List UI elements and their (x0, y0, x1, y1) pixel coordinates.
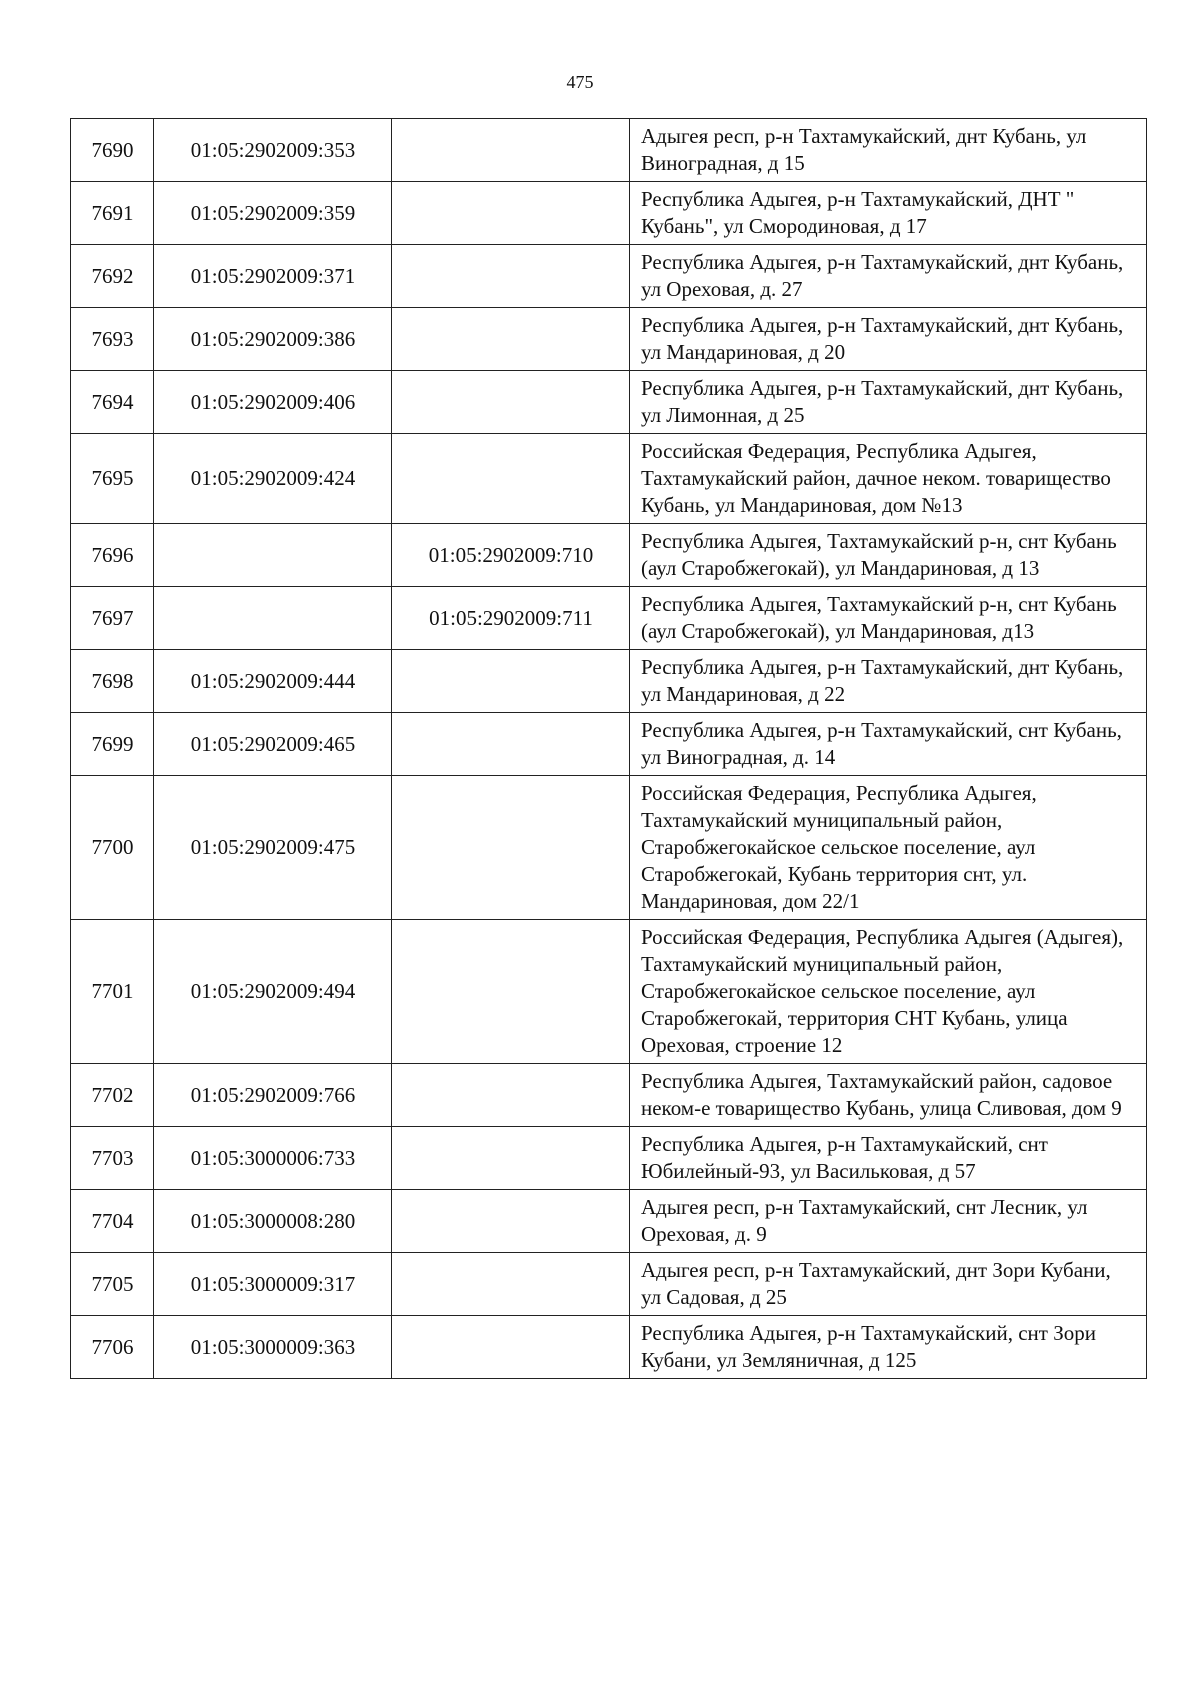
row-number-cell: 7696 (71, 524, 154, 587)
page-number: 475 (566, 72, 594, 92)
address-cell: Российская Федерация, Республика Адыгея, Тахтамукайский район, дачное неком. товарищество Кубань, ул Мандариновая, дом №13 (630, 434, 1147, 524)
row-number-cell: 7700 (71, 776, 154, 920)
address-cell: Республика Адыгея, р-н Тахтамукайский, ДНТ " Кубань", ул Смородиновая, д 17 (630, 182, 1147, 245)
registry-table (70, 118, 1147, 1379)
cadastral-number-cell: 01:05:3000009:317 (154, 1253, 392, 1316)
cadastral-number-cell: 01:05:2902009:444 (154, 650, 392, 713)
address-cell: Адыгея респ, р-н Тахтамукайский, днт Кубань, ул Виноградная, д 15 (630, 119, 1147, 182)
cadastral-number-cell: 01:05:2902009:766 (154, 1064, 392, 1127)
row-number-cell: 7699 (71, 713, 154, 776)
table-row (71, 371, 1147, 434)
table-row (71, 1064, 1147, 1127)
cadastral-number-cell: 01:05:3000008:280 (154, 1190, 392, 1253)
table-row (71, 713, 1147, 776)
address-cell: Адыгея респ, р-н Тахтамукайский, снт Лесник, ул Ореховая, д. 9 (630, 1190, 1147, 1253)
address-cell: Республика Адыгея, р-н Тахтамукайский, днт Кубань, ул Мандариновая, д 20 (630, 308, 1147, 371)
object-number-cell (392, 1316, 630, 1379)
row-number-cell: 7705 (71, 1253, 154, 1316)
table-row (71, 524, 1147, 587)
table-row (71, 920, 1147, 1064)
object-number-cell (392, 1190, 630, 1253)
address-cell: Республика Адыгея, р-н Тахтамукайский, снт Кубань, ул Виноградная, д. 14 (630, 713, 1147, 776)
row-number-cell: 7703 (71, 1127, 154, 1190)
object-number-cell (392, 713, 630, 776)
row-number-cell: 7692 (71, 245, 154, 308)
object-number-cell (392, 776, 630, 920)
row-number-cell: 7693 (71, 308, 154, 371)
object-number-cell (392, 1064, 630, 1127)
table-row (71, 587, 1147, 650)
table-row (71, 776, 1147, 920)
address-cell: Республика Адыгея, р-н Тахтамукайский, снт Юбилейный-93, ул Васильковая, д 57 (630, 1127, 1147, 1190)
cadastral-number-cell: 01:05:2902009:406 (154, 371, 392, 434)
address-cell: Адыгея респ, р-н Тахтамукайский, днт Зори Кубани, ул Садовая, д 25 (630, 1253, 1147, 1316)
address-cell: Республика Адыгея, Тахтамукайский район, садовое неком-е товарищество Кубань, улица Сливовая, дом 9 (630, 1064, 1147, 1127)
address-cell: Республика Адыгея, р-н Тахтамукайский, днт Кубань, ул Мандариновая, д 22 (630, 650, 1147, 713)
table-row (71, 1316, 1147, 1379)
table-row (71, 119, 1147, 182)
object-number-cell (392, 434, 630, 524)
table-row (71, 1190, 1147, 1253)
cadastral-number-cell: 01:05:2902009:386 (154, 308, 392, 371)
row-number-cell: 7702 (71, 1064, 154, 1127)
object-number-cell (392, 1127, 630, 1190)
cadastral-number-cell: 01:05:2902009:371 (154, 245, 392, 308)
object-number-cell: 01:05:2902009:711 (392, 587, 630, 650)
table-row (71, 650, 1147, 713)
object-number-cell (392, 650, 630, 713)
object-number-cell: 01:05:2902009:710 (392, 524, 630, 587)
row-number-cell: 7701 (71, 920, 154, 1064)
cadastral-number-cell: 01:05:3000009:363 (154, 1316, 392, 1379)
table-row (71, 1253, 1147, 1316)
object-number-cell (392, 308, 630, 371)
object-number-cell (392, 119, 630, 182)
address-cell: Российская Федерация, Республика Адыгея (Адыгея), Тахтамукайский муниципальный район, Старобжегокайское сельское поселение, аул Старобжегокай, территория СНТ Кубань, улица Ореховая, строение 12 (630, 920, 1147, 1064)
address-cell: Республика Адыгея, р-н Тахтамукайский, днт Кубань, ул Ореховая, д. 27 (630, 245, 1147, 308)
row-number-cell: 7697 (71, 587, 154, 650)
row-number-cell: 7694 (71, 371, 154, 434)
object-number-cell (392, 920, 630, 1064)
object-number-cell (392, 1253, 630, 1316)
cadastral-number-cell: 01:05:2902009:353 (154, 119, 392, 182)
cadastral-number-cell: 01:05:3000006:733 (154, 1127, 392, 1190)
registry-table-body (71, 119, 1147, 1379)
cadastral-number-cell (154, 524, 392, 587)
table-row (71, 245, 1147, 308)
table-row (71, 308, 1147, 371)
cadastral-number-cell: 01:05:2902009:494 (154, 920, 392, 1064)
row-number-cell: 7704 (71, 1190, 154, 1253)
row-number-cell: 7691 (71, 182, 154, 245)
cadastral-number-cell: 01:05:2902009:424 (154, 434, 392, 524)
object-number-cell (392, 245, 630, 308)
object-number-cell (392, 371, 630, 434)
row-number-cell: 7706 (71, 1316, 154, 1379)
object-number-cell (392, 182, 630, 245)
address-cell: Республика Адыгея, р-н Тахтамукайский, снт Зори Кубани, ул Земляничная, д 125 (630, 1316, 1147, 1379)
table-row (71, 434, 1147, 524)
row-number-cell: 7698 (71, 650, 154, 713)
table-row (71, 182, 1147, 245)
address-cell: Российская Федерация, Республика Адыгея, Тахтамукайский муниципальный район, Старобжегокайское сельское поселение, аул Старобжегокай, Кубань территория снт, ул. Мандариновая, дом 22/1 (630, 776, 1147, 920)
address-cell: Республика Адыгея, р-н Тахтамукайский, днт Кубань, ул Лимонная, д 25 (630, 371, 1147, 434)
table-row (71, 1127, 1147, 1190)
cadastral-number-cell: 01:05:2902009:359 (154, 182, 392, 245)
row-number-cell: 7690 (71, 119, 154, 182)
cadastral-number-cell: 01:05:2902009:475 (154, 776, 392, 920)
cadastral-number-cell: 01:05:2902009:465 (154, 713, 392, 776)
row-number-cell: 7695 (71, 434, 154, 524)
address-cell: Республика Адыгея, Тахтамукайский р-н, снт Кубань (аул Старобжегокай), ул Мандариновая, д13 (630, 587, 1147, 650)
cadastral-number-cell (154, 587, 392, 650)
address-cell: Республика Адыгея, Тахтамукайский р-н, снт Кубань (аул Старобжегокай), ул Мандариновая, д 13 (630, 524, 1147, 587)
